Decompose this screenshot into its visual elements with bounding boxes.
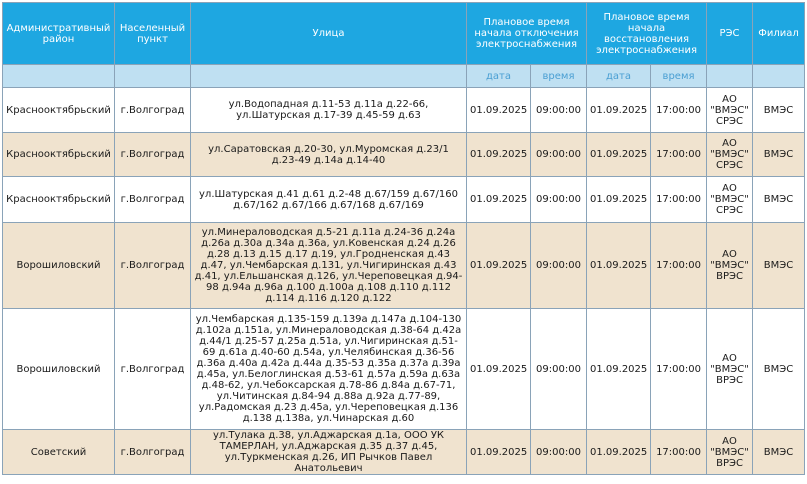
cell-off-time: 09:00:00 xyxy=(531,223,587,309)
cell-settlement: г.Волгоград xyxy=(115,88,191,133)
cell-off-time: 09:00:00 xyxy=(531,177,587,223)
table-row xyxy=(3,177,805,223)
subheader-restore-date: дата xyxy=(587,65,651,88)
header-district: Административный район xyxy=(3,3,115,65)
cell-branch: ВМЭС xyxy=(753,177,805,223)
cell-street: ул.Минераловодская д.5-21 д.11а д.24-36 д.24а д.26а д.30а д.34а д.36а, ул.Ковенская д.24 д.26 д.28 д.13 д.15 д.17 д.19, ул.Гродненская д.43 д.47, ул.Чембарская д.131, ул.Чигиринская д.43 д.41, ул.Ельшанская д.126, ул.Череповецкая д.94-98 д.94а д.96а д.100 д.100а д.108 д.110 д.112 д.114 д.116 д.120 д.122 xyxy=(191,223,467,309)
header-off-time: Плановое время начала отключения электроснабжения xyxy=(467,3,587,65)
cell-street: ул.Водопадная д.11-53 д.11а д.22-66, ул.Шатурская д.17-39 д.45-59 д.63 xyxy=(191,88,467,133)
cell-district: Советский xyxy=(3,430,115,475)
cell-restore-time: 17:00:00 xyxy=(651,223,707,309)
outage-schedule-table xyxy=(2,2,805,475)
cell-restore-date: 01.09.2025 xyxy=(587,88,651,133)
cell-res: АО "ВМЭС" СРЭС xyxy=(707,133,753,177)
subheader-empty xyxy=(191,65,467,88)
cell-res: АО "ВМЭС" ВРЭС xyxy=(707,430,753,475)
subheader-off-date: дата xyxy=(467,65,531,88)
table-body xyxy=(3,88,805,475)
cell-restore-time: 17:00:00 xyxy=(651,309,707,430)
cell-street: ул.Саратовская д.20-30, ул.Муромская д.23/1 д.23-49 д.14а д.14-40 xyxy=(191,133,467,177)
subheader-empty xyxy=(753,65,805,88)
cell-res: АО "ВМЭС" СРЭС xyxy=(707,88,753,133)
cell-branch: ВМЭС xyxy=(753,133,805,177)
subheader-empty xyxy=(3,65,115,88)
table-row xyxy=(3,223,805,309)
header-settlement: Населенный пункт xyxy=(115,3,191,65)
cell-restore-time: 17:00:00 xyxy=(651,177,707,223)
table-row xyxy=(3,430,805,475)
subheader-off-time: время xyxy=(531,65,587,88)
cell-restore-date: 01.09.2025 xyxy=(587,177,651,223)
cell-off-time: 09:00:00 xyxy=(531,309,587,430)
cell-off-date: 01.09.2025 xyxy=(467,177,531,223)
cell-restore-date: 01.09.2025 xyxy=(587,133,651,177)
table-row xyxy=(3,88,805,133)
table-row xyxy=(3,133,805,177)
cell-off-time: 09:00:00 xyxy=(531,133,587,177)
cell-settlement: г.Волгоград xyxy=(115,133,191,177)
header-street: Улица xyxy=(191,3,467,65)
cell-street: ул.Тулака д.38, ул.Аджарская д.1а, ООО УК ТАМЕРЛАН, ул.Аджарская д.35 д.37 д.45, ул.Туркменская д.26, ИП Рычков Павел Анатольевич xyxy=(191,430,467,475)
header-branch: Филиал xyxy=(753,3,805,65)
cell-settlement: г.Волгоград xyxy=(115,223,191,309)
cell-res: АО "ВМЭС" ВРЭС xyxy=(707,309,753,430)
cell-off-date: 01.09.2025 xyxy=(467,88,531,133)
cell-restore-date: 01.09.2025 xyxy=(587,430,651,475)
cell-restore-time: 17:00:00 xyxy=(651,133,707,177)
cell-off-time: 09:00:00 xyxy=(531,430,587,475)
cell-district: Ворошиловский xyxy=(3,223,115,309)
cell-res: АО "ВМЭС" СРЭС xyxy=(707,177,753,223)
table-header xyxy=(3,3,805,88)
cell-street: ул.Шатурская д.41 д.61 д.2-48 д.67/159 д.67/160 д.67/162 д.67/166 д.67/168 д.67/169 xyxy=(191,177,467,223)
header-res: РЭС xyxy=(707,3,753,65)
cell-settlement: г.Волгоград xyxy=(115,430,191,475)
subheader-restore-time: время xyxy=(651,65,707,88)
cell-off-date: 01.09.2025 xyxy=(467,133,531,177)
cell-res: АО "ВМЭС" ВРЭС xyxy=(707,223,753,309)
cell-district: Краснооктябрьский xyxy=(3,88,115,133)
cell-district: Краснооктябрьский xyxy=(3,133,115,177)
cell-restore-time: 17:00:00 xyxy=(651,88,707,133)
subheader-empty xyxy=(115,65,191,88)
cell-off-time: 09:00:00 xyxy=(531,88,587,133)
header-restore-time: Плановое время начала восстановления электроснабжения xyxy=(587,3,707,65)
cell-restore-time: 17:00:00 xyxy=(651,430,707,475)
cell-street: ул.Чембарская д.135-159 д.139а д.147а д.104-130 д.102а д.151а, ул.Минераловодская д.38-64 д.42а д.44/1 д.25-57 д.25а д.51а, ул.Чигиринская д.51-69 д.61а д.40-60 д.54а, ул.Челябинская д.36-56 д.36а д.40а д.42а д.44а д.35-53 д.35а д.37а д.39а д.45а, ул.Белоглинская д.53-61 д.57а д.59а д.63а д.48-62, ул.Чебоксарская д.78-86 д.84а д.67-71, ул.Читинская д.84-94 д.88а д.92а д.77-89, ул.Радомская д.23 д.45а, ул.Череповецкая д.136 д.138 д.138а, ул.Чинарская д.60 xyxy=(191,309,467,430)
cell-off-date: 01.09.2025 xyxy=(467,430,531,475)
subheader-empty xyxy=(707,65,753,88)
cell-branch: ВМЭС xyxy=(753,223,805,309)
cell-branch: ВМЭС xyxy=(753,430,805,475)
cell-branch: ВМЭС xyxy=(753,88,805,133)
cell-settlement: г.Волгоград xyxy=(115,309,191,430)
cell-off-date: 01.09.2025 xyxy=(467,309,531,430)
cell-district: Ворошиловский xyxy=(3,309,115,430)
cell-restore-date: 01.09.2025 xyxy=(587,223,651,309)
cell-restore-date: 01.09.2025 xyxy=(587,309,651,430)
cell-settlement: г.Волгоград xyxy=(115,177,191,223)
cell-off-date: 01.09.2025 xyxy=(467,223,531,309)
cell-branch: ВМЭС xyxy=(753,309,805,430)
table-row xyxy=(3,309,805,430)
cell-district: Краснооктябрьский xyxy=(3,177,115,223)
